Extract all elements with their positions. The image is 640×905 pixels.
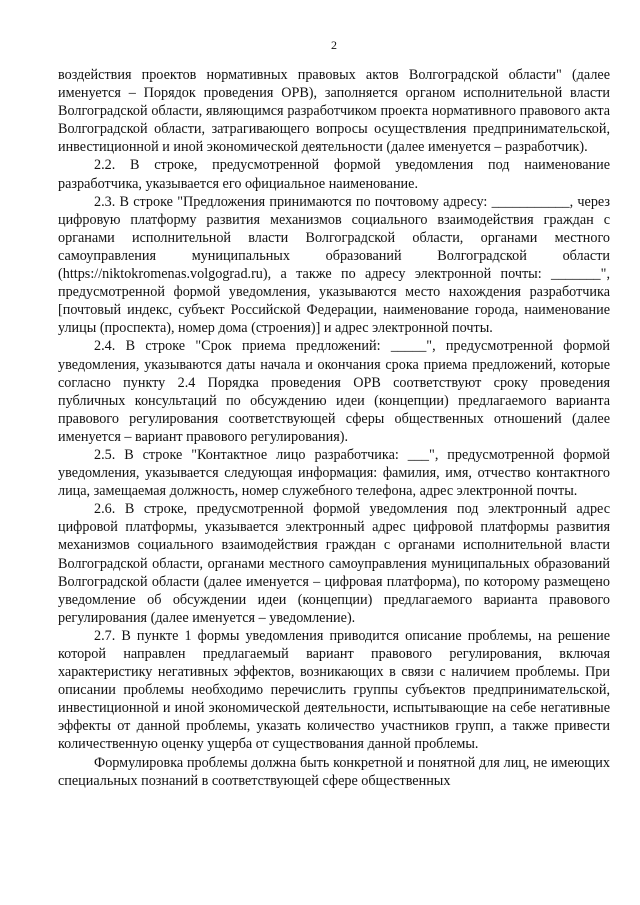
paragraph-intro-continuation: воздействия проектов нормативных правовых актов Волгоградской области" (далее именуется – Порядок проведения ОРВ), заполняется органом исполнительной власти Волгоградской области, являющимся разработчиком проекта нормативного правового акта Волгоградской области, затрагивающего вопросы осуществления предпринимательской, инвестиционной и иной экономической деятельности (далее именуется – разработчик). (58, 67, 610, 156)
paragraph-2-3: 2.3. В строке "Предложения принимаются по почтовому адресу: ___________, через цифровую платформу развития механизмов социального взаимодействия граждан с органами исполнительной власти Волгоградской области, органами местного самоуправления муниципальных образований Волгоградской области (https://niktokromenas.volgograd.ru), а также по адресу электронной почты: _______", предусмотренной формой уведомления, указываются место нахождения разработчика [почтовый индекс, субъект Российской Федерации, наименование города, наименование улицы (проспекта), номер дома (строения)] и адрес электронной почты. (58, 193, 610, 337)
paragraph-2-7: 2.7. В пункте 1 формы уведомления приводится описание проблемы, на решение которой направлен предлагаемый вариант правового регулирования, включая характеристику негативных эффектов, возникающих в связи с наличием проблемы. При описании проблемы необходимо перечислить группы субъектов предпринимательской, инвестиционной и иной экономической деятельности, испытывающие на себе негативные эффекты от данной проблемы, указать количество участников групп, а также привести количественную оценку ущерба от существования данной проблемы. (58, 627, 610, 753)
document-body (58, 66, 610, 790)
paragraph-problem-wording: Формулировка проблемы должна быть конкретной и понятной для лиц, не имеющих специальных познаний в соответствующей сфере общественных (58, 754, 610, 789)
paragraph-2-5: 2.5. В строке "Контактное лицо разработчика: ___", предусмотренной формой уведомления, указывается следующая информация: фамилия, имя, отчество контактного лица, замещаемая должность, номер служебного телефона, адрес электронной почты. (58, 446, 610, 500)
paragraph-2-6: 2.6. В строке, предусмотренной формой уведомления под электронный адрес цифровой платформы, указывается электронный адрес цифровой платформы развития механизмов социального взаимодействия граждан с органами исполнительной власти Волгоградской области, органами местного самоуправления муниципальных образований Волгоградской области (далее именуется – цифровая платформа), по которому размещено уведомление об обсуждении идеи (концепции) предлагаемого варианта правового регулирования (далее именуется – уведомление). (58, 501, 610, 626)
paragraph-2-4: 2.4. В строке "Срок приема предложений: _____", предусмотренной формой уведомления, указываются даты начала и окончания срока приема предложений, которые согласно пункту 2.4 Порядка проведения ОРВ соответствуют сроку проведения публичных консультаций по обсуждению идеи (концепции) предлагаемого варианта правового регулирования соответствующей сферы общественных отношений (далее именуется – вариант правового регулирования). (58, 338, 610, 445)
page-number: 2 (331, 38, 337, 52)
paragraph-2-2: 2.2. В строке, предусмотренной формой уведомления под наименование разработчика, указывается его официальное наименование. (58, 157, 610, 192)
